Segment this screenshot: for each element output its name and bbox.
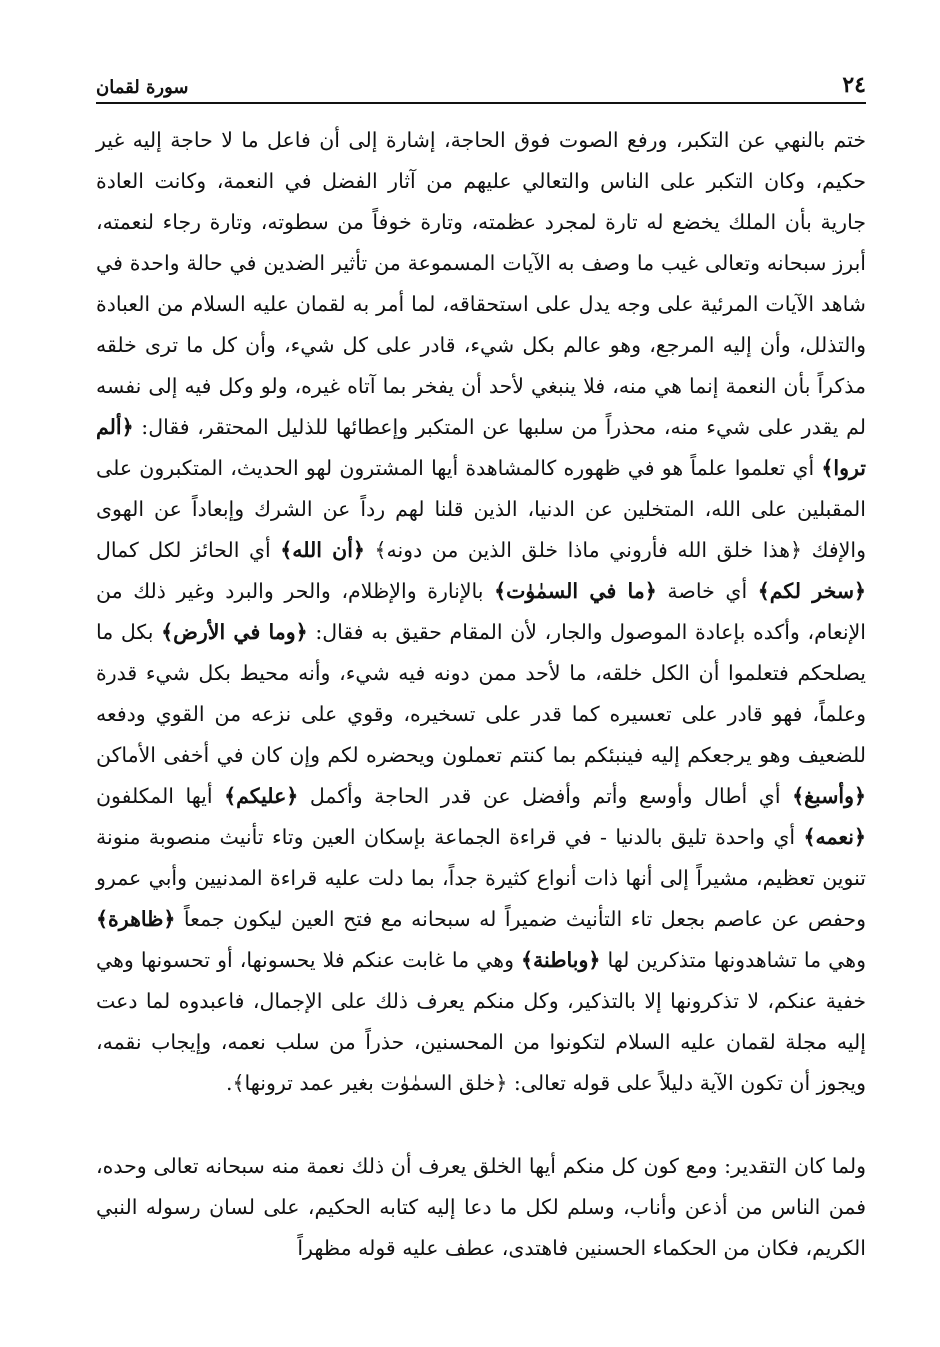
quran-quote: ﴿وباطنة﴾ xyxy=(521,948,601,972)
body-paragraph xyxy=(96,120,866,1104)
text-segment: أي تعلموا علماً هو في ظهوره كالمشاهدة أيها المشترون لهو الحديث، المتكبرون على المقبلين على الله، المتخلين عن الدنيا، الذين قلنا لهم رداً عن الشرك وإبعاداً عن الهوى والإفك ﴿هذا خلق الله فأروني ماذا خلق الذين من دونه﴾ xyxy=(96,456,866,562)
text-segment: بالإنارة والإظلام، والحر والبرد وغير ذلك من الإنعام، وأكده بإعادة الموصول والجار، لأن المقام حقيق به فقال: xyxy=(96,579,866,644)
quran-quote: ﴿سخر لكم﴾ xyxy=(757,579,867,603)
quran-quote: ﴿نعمه﴾ xyxy=(803,825,866,849)
text-segment: وهي ما تشاهدونها متذكرين لها xyxy=(600,948,866,972)
quran-quote: ﴿ألم تروا﴾ xyxy=(96,415,866,480)
body-paragraph: ولما كان التقدير: ومع كون كل منكم أيها الخلق يعرف أن ذلك نعمة منه سبحانه تعالى وحده، فمن الناس من أذعن وأناب، وسلم لكل ما دعا إليه كتابه الحكيم، على لسان رسوله النبي الكريم، فكان من الحكماء الحسنين فاهتدى، عطف عليه قوله مظهراً xyxy=(96,1154,866,1260)
quran-quote: ﴿عليكم﴾ xyxy=(224,784,299,808)
text-segment: ختم بالنهي عن التكبر، ورفع الصوت فوق الحاجة، إشارة إلى أن فاعل ما لا حاجة إليه غير حكيم، وكان التكبر على الناس والتعالي عليهم من آثار الفضل في النعمة، وكانت العادة جارية بأن الملك يخضع له تارة لمجرد عظمته، وتارة خوفاً من سطوته، وتارة رجاء لنعمته، أبرز سبحانه وتعالى غيب ما وصف به الآيات المسموعة من تأثير الضدين في حالة واحدة في شاهد الآيات المرئية على وجه يدل على استحقاقه، لما أمر به لقمان عليه السلام من العبادة والتذلل، وأن إليه المرجع، وهو عالم بكل شيء، قادر على كل شيء، وأن كل ما ترى خلقه مذكراً بأن النعمة إنما هي منه، فلا ينبغي لأحد أن يفخر بما آتاه غيره، ولو وكل فيه إلى نفسه لم يقدر على شيء منه، محذراً من سلبها عن المتكبر وإعطائها للذليل المحتقر، فقال: xyxy=(96,128,866,439)
quran-quote: ﴿أن الله﴾ xyxy=(280,538,365,562)
page-body xyxy=(96,120,866,1269)
quran-quote: ﴿وأسبغ﴾ xyxy=(792,784,866,808)
text-segment: وهي ما غابت عنكم فلا يحسونها، أو تحسونها وهي خفية عنكم، لا تذكرونها إلا بالتذكير، وكل منكم يعرف ذلك على الإجمال، فاعبدوه لما دعت إليه مجلة لقمان عليه السلام لتكونوا من المحسنين، حذراً من سلب نعمه، وإيجاب نقمه، ويجوز أن تكون الآية دليلاً على قوله تعالى: ﴿خلق السمٰوٰت بغير عمد ترونها﴾. xyxy=(96,948,866,1095)
running-title: سورة لقمان xyxy=(96,77,189,98)
text-segment: أيها المكلفون xyxy=(96,784,225,808)
quran-quote: ﴿وما في الأرض﴾ xyxy=(161,620,308,644)
text-segment: أي الحائز لكل كمال xyxy=(96,538,281,562)
quran-quote: ﴿ما في السمٰوٰت﴾ xyxy=(494,579,657,603)
page-number: ٢٤ xyxy=(842,72,866,98)
page-header xyxy=(96,70,866,104)
text-segment: أي أطال وأوسع وأتم وأفضل عن قدر الحاجة وأكمل xyxy=(298,784,793,808)
text-segment: أي خاصة xyxy=(656,579,758,603)
text-segment: أي واحدة تليق بالدنيا - في قراءة الجماعة بإسكان العين وتاء تأنيث منصوبة منونة تنوين تعظيم، مشيراً إلى أنها ذات أنواع كثيرة جداً، بما دلت عليه قراءة المدنيين وأبي عمرو وحفص عن عاصم بجعل تاء التأنيث ضميراً له سبحانه مع فتح العين ليكون جمعاً xyxy=(96,825,866,931)
text-segment: بكل ما يصلحكم فتعلموا أن الكل خلقه، ما لأحد ممن دونه فيه شيء، وأنه محيط بكل شيء قدرة وعلماً، فهو قادر على تعسيره كما قدر على تسخيره، وقوي على نزعه من القوي ودفعه للضعيف وهو يرجعكم إليه فينبئكم بما كنتم تعملون ويحضره لكم وإن كان في أخفى الأماكن xyxy=(96,620,866,767)
quran-quote: ﴿ظاهرة﴾ xyxy=(96,907,176,931)
